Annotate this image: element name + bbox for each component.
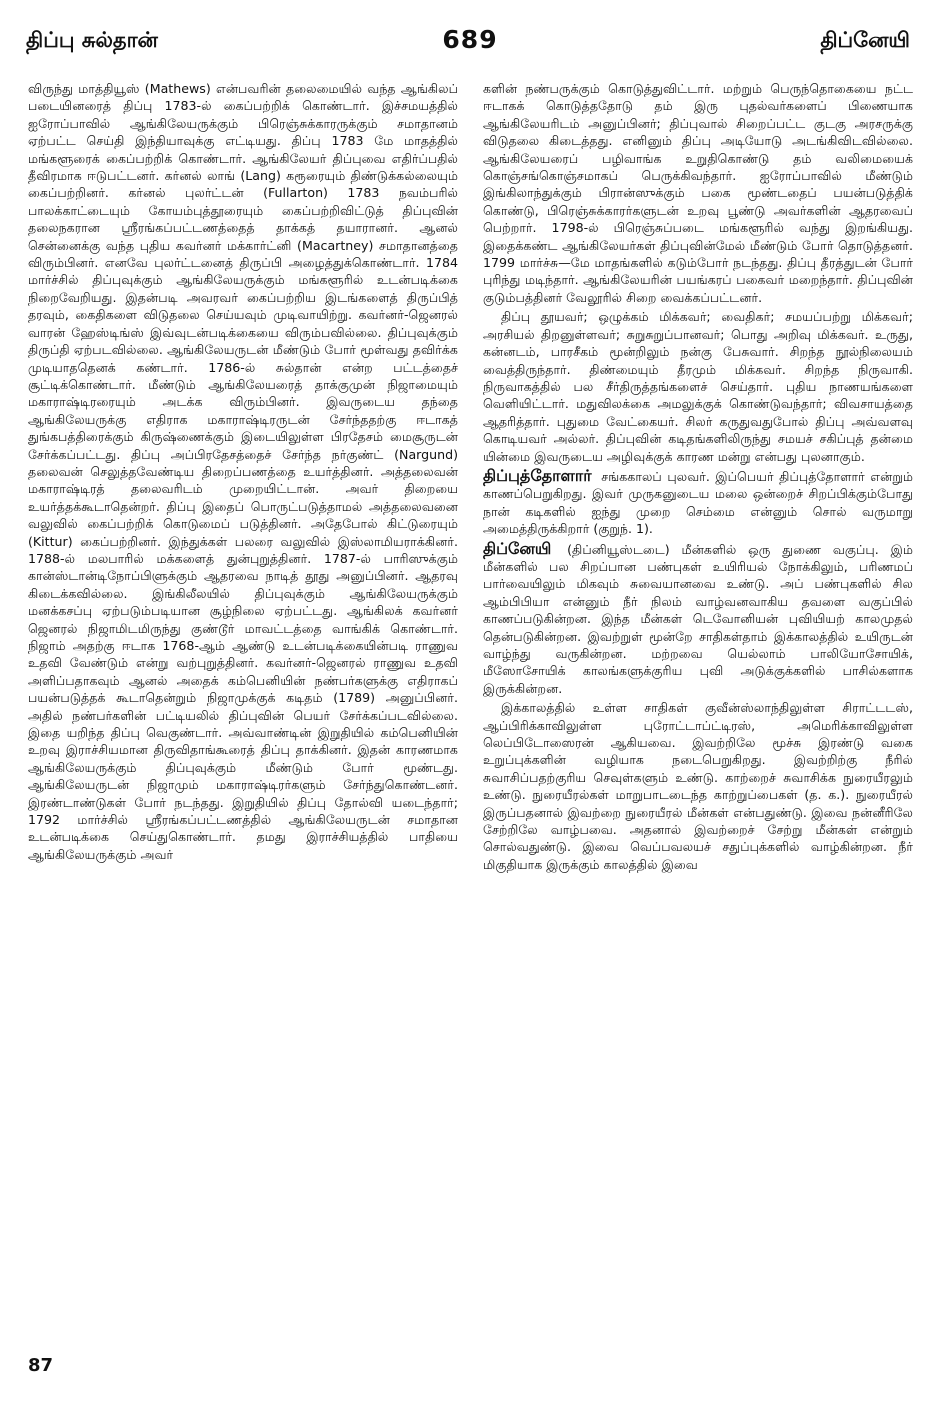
entry-tippuththolar bbox=[483, 467, 913, 538]
entry-body: (திப்னியூஸ்டடை) மீன்களில் ஒரு துணை வகுப்பு. இம் மீன்களில் பல சிறப்பான பண்புகள் உயிரியல் நோக்கிலும், பரிணமப் பார்வையிலும் மிகவும் சுவையானவை உண்டு. அப் பண்புகளில் சில ஆம்பிபியா என்னும் நீர் நிலம் வாழ்வனவாகிய தவளை வகுப்பில் காணப்படுகின்றன. இந்த மீன்கள் டெவோனியன் புவியியற் காலமுதல் தென்படுகின்றன. இவற்றுள் மூன்றே சாதிகள்தாம் இக்காலத்தில் உயிருடன் வாழ்ந்து வருகின்றன. மற்றவை யெல்லாம் பாலியோசோயிக், மீஸோசோயிக் காலங்களுக்குரிய புவி அடுக்குக்களில் பாசில்களாக இருக்கின்றன. bbox=[483, 541, 913, 696]
entry-heading: திப்புத்தோளார் bbox=[483, 465, 592, 485]
header-left-title: திப்பு சுல்தான் bbox=[26, 28, 158, 52]
entry-heading: திப்னேயி bbox=[483, 538, 552, 558]
entry-dipnoi bbox=[483, 540, 913, 698]
left-paragraph: விருந்து மாத்தியூஸ் (Mathews) என்பவரின் தலைமையில் வந்த ஆங்கிலப் படையினரைத் திப்பு 1783-ல் கைப்பற்றிக் கொண்டார். இச்சமயத்தில் ஐரோப்பாவில் ஆங்கிலேயருக்கும் பிரெஞ்சுக்காரருக்கும் சமாதானம் ஏற்பட்ட செய்தி இந்தியாவுக்கு எட்டியது. திப்பு 1783 மே மாதத்தில் மங்களூரைக் கைப்பற்றிக் கொண்டார். ஆங்கிலேயர் திப்புவை எதிர்ப்பதில் தீவிரமாக ஈடுபட்டனர். கர்னல் லாங் (Lang) கரூரையும் திண்டுக்கல்லையும் கைப்பற்றினர். கர்னல் புலர்ட்டன் (Fullarton) 1783 நவம்பரில் பாலக்காட்டையும் கோயம்புத்தூரையும் கைப்பற்றிவிட்டுத் திப்புவின் தலைநகரான ஸ்ரீரங்கப்பட்டணத்தைத் தாக்கத் தயாரானர். ஆனல் சென்னைக்கு வந்த புதிய கவர்னர் மக்கார்ட்னி (Macartney) சமாதானத்தை விரும்பினர். எனவே புலர்ட்டனைத் திருப்பி அழைத்துக்கொண்டார். 1784 மார்ச்சில் திப்புவுக்கும் ஆங்கிலேயருக்கும் மங்களூரில் உடன்படிக்கை நிறைவேறியது. இதன்படி அவரவர் கைப்பற்றிய இடங்களைத் திருப்பித் தரவும், கைதிகளை விடுதலை செய்யவும் முடிவாயிற்று. கவர்னர்-ஜெனரல் வாரன் ஹேஸ்டிங்ஸ் இவ்வுடன்படிக்கையை விரும்பவில்லை. திப்புவுக்கும் திருப்தி ஏற்படவில்லை. ஆங்கிலேயருடன் மீண்டும் போர் மூள்வது தவிர்க்க முடியாததெனக் கண்டார். 1786-ல் சுல்தான் என்ற பட்டத்தைச் சூட்டிக்கொண்டார். மீண்டும் ஆங்கிலேயரைத் தாக்குமுன் நிஜாமையும் மகாராஷ்டிரரையும் அடக்க விரும்பினர். இவருடைய தந்தை ஆங்கிலேயருக்கு எதிராக மகாராஷ்டிரருடன் சேர்ந்ததற்கு ஈடாகத் துங்கபத்திரைக்கும் கிருஷ்ணைக்கும் இடையிலுள்ள பிரதேசம் மைசூருடன் சேர்க்கப்பட்டது. திப்பு அப்பிரதேசத்தைச் சேர்ந்த நர்குண்ட் (Nargund) தலைவன் செலுத்தவேண்டிய திறைப்பணத்தை உயர்த்தினர். அத்தலைவன் மகாராஷ்டிரத் தலைவரிடம் முறையிட்டான். அவர் திறையை உயர்த்தக்கூடாதென்றர். திப்பு இதைப் பொருட்படுத்தாமல் அத்தலைவனை வலுவில் கைப்பற்றிக் கொடுமைப் படுத்தினர். அதேபோல் கிட்டுரையும் (Kittur) கைப்பற்றினர். இந்துக்கள் பலரை வலுவில் இஸ்லாமியராக்கினர். 1788-ல் மலபாரில் மக்களைத் துன்புறுத்தினர். 1787-ல் பாரிஸுக்கும் கான்ஸ்டான்டிநோப்பிளுக்கும் ஆதரவை நாடித் தூது அனுப்பினர். ஆதரவு கிடைக்கவில்லை. இங்கிலீலயில் திப்புவுக்கும் ஆங்கிலேயருக்கும் மனக்கசப்பு ஏற்படும்படியான சூழ்நிலை ஏற்பட்டது. ஆங்கிலக் கவர்னர் ஜெனரல் நிஜாமிடமிருந்து குண்டூர் மாவட்டத்தை வாங்கிக் கொண்டார். நிஜாம் அதற்கு ஈடாக 1768-ஆம் ஆண்டு உடன்படிக்கையின்படி ராணுவ உதவி வேண்டும் என்று வற்புறுத்தினர். கவர்னர்-ஜெனரல் ராணுவ உதவி அளிப்பதாகவும் ஆனல் அதைக் கம்பெனியின் நண்பர்களுக்கு எதிராகப் பயன்படுத்தக் கூடாதென்றும் நிஜாமுக்குக் கடிதம் (1789) அனுப்பினர். அதில் நண்பர்களின் பட்டியலில் திப்புவின் பெயர் சேர்க்கப்படவில்லை. இதை யறிந்த திப்பு வெகுண்டார். அவ்வாண்டின் இறுதியில் கம்பெனியின் உறவு இராச்சியமான திருவிதாங்கூரைத் திப்பு தாக்கினர். இதன் காரணமாக ஆங்கிலேயருக்கும் திப்புவுக்கும் மீண்டும் போர் மூண்டது. ஆங்கிலேயருடன் நிஜாமும் மகாராஷ்டிரர்களும் சேர்ந்துகொண்டனர். இரண்டாண்டுகள் போர் நடந்தது. இறுதியில் திப்பு தோல்வி யடைந்தார்; 1792 மார்ச்சில் ஸ்ரீரங்கப்பட்டணத்தில் ஆங்கிலேயருடன் சமாதான உடன்படிக்கை செய்துகொண்டார். தமது இராச்சியத்தில் பாதியை ஆங்கிலேயருக்கும் அவர் bbox=[28, 81, 458, 862]
right-paragraph-1: களின் நண்பருக்கும் கொடுத்துவிட்டார். மற்றும் பெருந்தொகையை நட்ட ஈடாகக் கொடுத்ததோடு தம் இரு புதல்வர்களைப் பிணையாக ஆங்கிலேயரிடம் அனுப்பினர்; திப்புவால் சிறைப்பட்ட குடகு அரசருக்கு விடுதலை கிடைத்தது. எனினும் திப்பு அடியோடு அடங்கிவிடவில்லை. ஆங்கிலேயரைப் பழிவாங்க உறுதிகொண்டு தம் வலிமையைக் கொஞ்சங்கொஞ்சமாகப் பெருக்கிவந்தார். ஐரோப்பாவில் மீண்டும் இங்கிலாந்துக்கும் பிரான்ஸுக்கும் பகை மூண்டதைப் பயன்படுத்திக் கொண்டு, பிரெஞ்சுக்காரர்களுடன் உறவு பூண்டு அவர்களின் ஆதரவைப் பெற்றார். 1798-ல் பிரெஞ்சுப்படை மங்களூரில் வந்து இறங்கியது. இதைக்கண்ட ஆங்கிலேயர்கள் திப்புவின்மேல் மீண்டும் போர் தொடுத்தனர். 1799 மார்ச்சு—மே மாதங்களில் கடும்போர் நடந்தது. திப்பு தீரத்துடன் போர் புரிந்து மடிந்தார். ஆங்கிலேயரின் பயங்கரப் பகைவர் மறைந்தார். திப்புவின் குடும்பத்தினர் வேலூரில் சிறை வைக்கப்பட்டனர். bbox=[483, 81, 913, 305]
right-paragraph-2: திப்பு தூயவர்; ஒழுக்கம் மிக்கவர்; வைதிகர்; சமயப்பற்று மிக்கவர்; அரசியல் திறனுள்ளவர்; சுறுசுறுப்பானவர்; பொது அறிவு மிக்கவர். உருது, கன்னடம், பாரசீகம் மூன்றிலும் நன்கு பேசுவார். சிறந்த நூல்நிலையம் வைத்திருந்தார். திண்மையும் தீரமும் மிக்கவர். சிறந்த நிருவாகி. நிருவாகத்தில் பல சீர்திருத்தங்களைச் செய்தார். புதிய நாணயங்களை வெளியிட்டார். மதுவிலக்கை அமலுக்குக் கொண்டுவந்தார்; விவசாயத்தை ஆதரித்தார். புதுமை வேட்கையர். சிலர் கருதுவதுபோல் திப்பு அவ்வளவு கொடியவர் அல்லர். திப்புவின் கடிதங்களிலிருந்து சமயச் சகிப்புத் தன்மை யின்மை இவருடைய அழிவுக்குக் காரண மன்று என்பது புலனாகும். bbox=[483, 309, 913, 464]
header-right-title: திப்னேயி bbox=[820, 28, 910, 52]
volume-page-number: 87 bbox=[28, 1355, 54, 1376]
right-column bbox=[483, 80, 913, 1360]
entry-body: சங்ககாலப் புலவர். இப்பெயர் திப்புத்தோளார் என்றும் காணப்பெறுகிறது. இவர் முருகனுடைய மலை ஒன்றைச் சிறப்பிக்கும்போது நான் கடிகளில் ஐந்து முறை செம்மை என்னும் சொல் வருமாறு அமைத்திருக்கிறார் (குறுந். 1). bbox=[483, 468, 913, 537]
left-column bbox=[28, 80, 458, 1360]
right-paragraph-4: இக்காலத்தில் உள்ள சாதிகள் குவீன்ஸ்லாந்திலுள்ள சிராட்டடஸ், ஆப்பிரிக்காவிலுள்ள புரோட்டாப்ட்டிரஸ், அமெரிக்காவிலுள்ள லெப்பிடோஸைரன் ஆகியவை. இவற்றிலே மூச்சு இரண்டு வகை உறுப்புக்களின் வழியாக நடைபெறுகிறது. இவற்றிற்கு நீரில் சுவாசிப்பதற்குரிய செவுள்களும் உண்டு. காற்றைச் சுவாசிக்க நுரையீரலும் உண்டு. நுரையீரல்கள் மாறுபாடடைந்த காற்றுப்பைகள் (த. க.). நுரையீரல் இருப்பதனால் இவற்றை நுரையீரல் மீன்கள் என்பதுண்டு. இவை நன்னீரிலே சேற்றிலே வாழ்பவை. அதனால் இவற்றைச் சேற்று மீன்கள் என்றும் சொல்வதுண்டு. இவை வெப்பவலயச் சதுப்புக்களில் வாழ்கின்றன. நீர் மிகுதியாக இருக்கும் காலத்தில் இவை bbox=[483, 700, 913, 872]
page-number: 689 bbox=[442, 25, 498, 54]
